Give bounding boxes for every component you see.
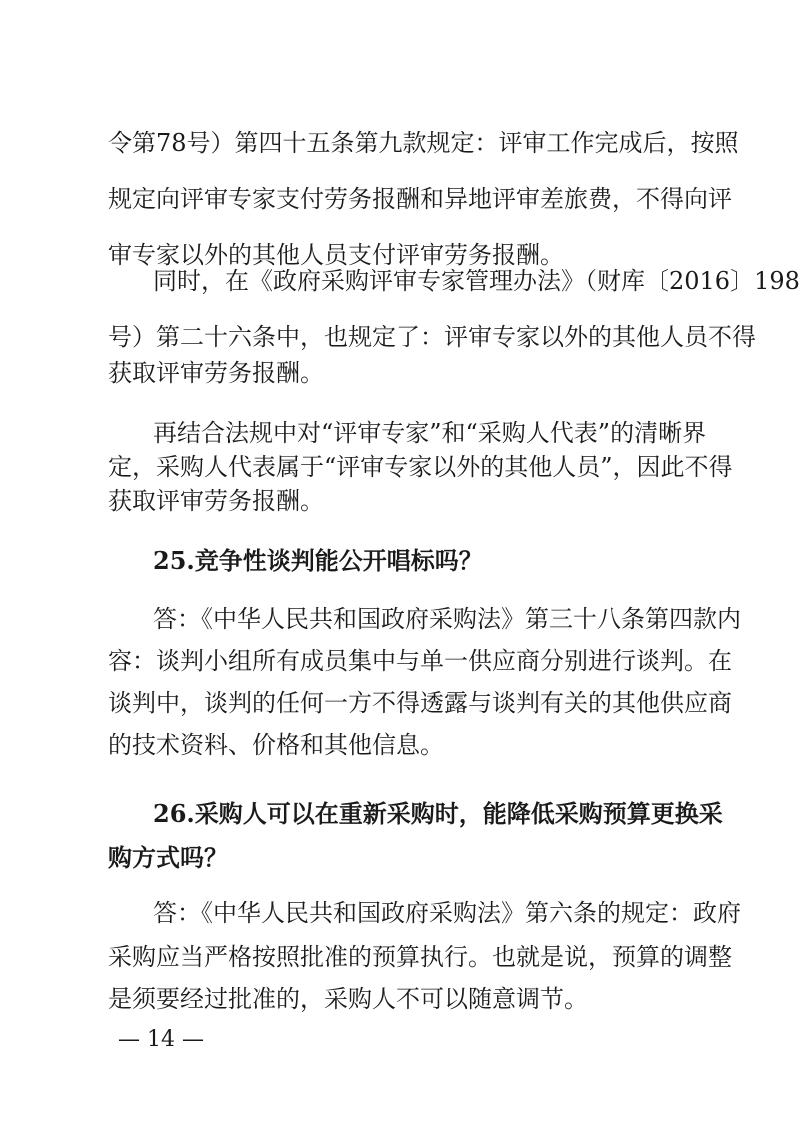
section-heading-26: 26.采购人可以在重新采购时，能降低采购预算更换采 <box>153 799 723 828</box>
paragraph-line: 再结合法规中对“评审专家”和“采购人代表”的清晰界 <box>153 419 707 447</box>
paragraph-line: 获取评审劳务报酬。 <box>108 487 324 515</box>
paragraph-line: 采购应当严格按照批准的预算执行。也就是说，预算的调整 <box>108 943 732 971</box>
paragraph-line: 规定向评审专家支付劳务报酬和异地评审差旅费，不得向评 <box>108 185 732 213</box>
paragraph-line: 答：《中华人民共和国政府采购法》第三十八条第四款内 <box>153 605 741 633</box>
paragraph-line: 的技术资料、价格和其他信息。 <box>108 731 444 759</box>
page-number: — 14 — <box>118 1027 204 1052</box>
paragraph-line: 定，采购人代表属于“评审专家以外的其他人员”，因此不得 <box>108 453 733 481</box>
paragraph-line: 谈判中，谈判的任何一方不得透露与谈判有关的其他供应商 <box>108 689 732 717</box>
paragraph-line: 令第78号）第四十五条第九款规定：评审工作完成后，按照 <box>108 129 739 157</box>
paragraph-line: 审专家以外的其他人员支付评审劳务报酬。 <box>108 241 564 269</box>
section-heading-26-cont: 购方式吗？ <box>108 843 228 872</box>
paragraph-line: 同时，在《政府采购评审专家管理办法》（财库〔2016〕198 <box>153 267 800 295</box>
paragraph-line: 获取评审劳务报酬。 <box>108 359 324 387</box>
paragraph-line: 号）第二十六条中，也规定了：评审专家以外的其他人员不得 <box>108 323 756 351</box>
paragraph-line: 答：《中华人民共和国政府采购法》第六条的规定：政府 <box>153 899 741 927</box>
paragraph-line: 是须要经过批准的，采购人不可以随意调节。 <box>108 985 588 1013</box>
section-heading-25: 25.竞争性谈判能公开唱标吗？ <box>153 546 483 575</box>
paragraph-line: 容：谈判小组所有成员集中与单一供应商分别进行谈判。在 <box>108 647 732 675</box>
